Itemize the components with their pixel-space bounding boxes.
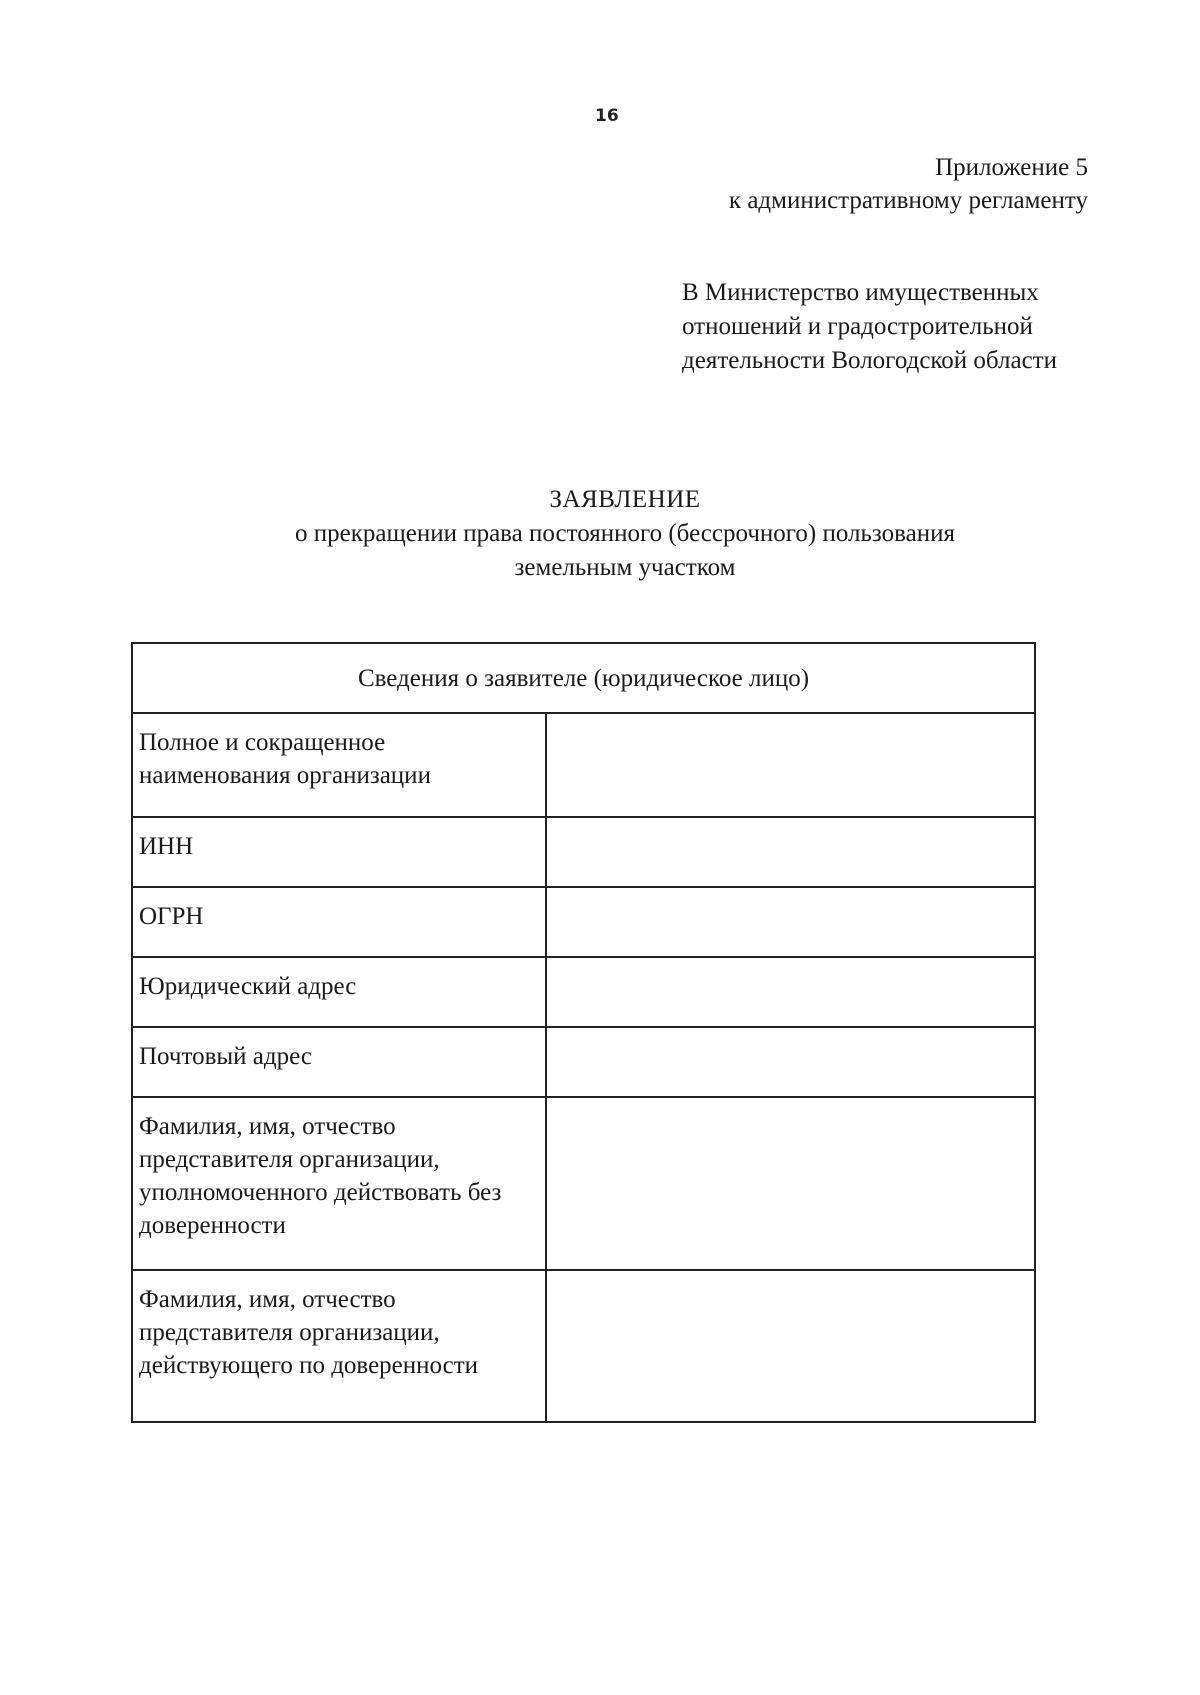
field-label-ogrn: ОГРН [132, 887, 546, 957]
table-header: Сведения о заявителе (юридическое лицо) [132, 643, 1035, 713]
table-row [132, 887, 1035, 957]
field-label-representative-no-poa: Фамилия, имя, отчество представителя организации, уполномоченного действовать без доверенности [132, 1097, 546, 1270]
table-row [132, 1027, 1035, 1097]
table-row [132, 1270, 1035, 1422]
field-value-inn[interactable] [546, 817, 1035, 887]
field-value-legal-address[interactable] [546, 957, 1035, 1027]
field-value-ogrn[interactable] [546, 887, 1035, 957]
addressee-line: В Министерство имущественных [682, 279, 1039, 306]
document-title: ЗАЯВЛЕНИЕ [549, 486, 701, 513]
field-label-representative-poa: Фамилия, имя, отчество представителя организации, действующего по доверенности [132, 1270, 546, 1422]
document-subtitle: земельным участком [514, 554, 736, 581]
addressee-line: деятельности Вологодской области [682, 347, 1057, 374]
appendix-line: к административному регламенту [728, 187, 1088, 214]
field-value-org-name[interactable] [546, 713, 1035, 817]
appendix-line: Приложение 5 [935, 154, 1088, 181]
addressee-line: отношений и градостроительной [682, 313, 1033, 340]
page-number: 16 [595, 106, 619, 126]
document-subtitle: о прекращении права постоянного (бессрочного) пользования [295, 520, 955, 547]
field-label-postal-address: Почтовый адрес [132, 1027, 546, 1097]
addressee-block [682, 276, 1102, 378]
applicant-info-table [131, 642, 1036, 1423]
table-header-row [132, 643, 1035, 713]
table-row [132, 713, 1035, 817]
field-value-postal-address[interactable] [546, 1027, 1035, 1097]
table-row [132, 817, 1035, 887]
appendix-reference [488, 151, 1088, 217]
table-row [132, 957, 1035, 1027]
field-label-legal-address: Юридический адрес [132, 957, 546, 1027]
field-value-representative-no-poa[interactable] [546, 1097, 1035, 1270]
field-label-inn: ИНН [132, 817, 546, 887]
table-row [132, 1097, 1035, 1270]
field-value-representative-poa[interactable] [546, 1270, 1035, 1422]
field-label-org-name: Полное и сокращенное наименования организации [132, 713, 546, 817]
document-title-block [0, 483, 1200, 585]
